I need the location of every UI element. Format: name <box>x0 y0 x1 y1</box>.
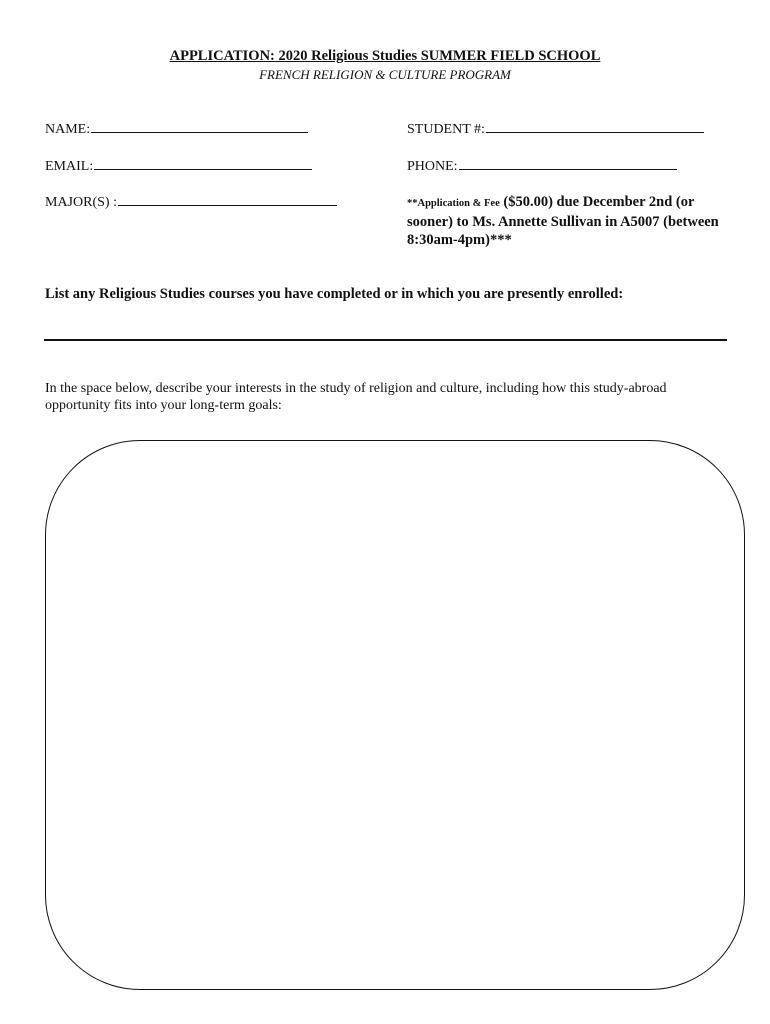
courses-answer-line[interactable] <box>44 339 727 341</box>
email-field[interactable] <box>45 157 312 175</box>
student-number-label: STUDENT #: <box>407 122 485 137</box>
name-input-line[interactable] <box>91 120 308 133</box>
major-input-line[interactable] <box>118 193 337 206</box>
fee-note-prefix: **Application & Fee <box>407 198 500 209</box>
student-number-field[interactable] <box>407 120 704 138</box>
form-subtitle: FRENCH RELIGION & CULTURE PROGRAM <box>259 67 511 82</box>
phone-field[interactable] <box>407 157 677 175</box>
major-label: MAJOR(S) : <box>45 195 117 210</box>
student-number-input-line[interactable] <box>486 120 704 133</box>
phone-input-line[interactable] <box>459 157 677 170</box>
interests-answer-box[interactable] <box>45 440 745 990</box>
form-title: APPLICATION: 2020 Religious Studies SUMMER FIELD SCHOOL <box>169 48 601 64</box>
email-input-line[interactable] <box>94 157 312 170</box>
major-field[interactable] <box>45 193 337 211</box>
fee-deadline-note <box>407 193 727 249</box>
name-field[interactable] <box>45 120 308 138</box>
interests-prompt: In the space below, describe your interests in the study of religion and culture, including how this study-abroad opportunity fits into your long-term goals: <box>45 381 667 413</box>
fee-note-text: ($50.00) due December 2nd (or sooner) to Ms. Annette Sullivan in A5007 (between 8:30am-4pm)*** <box>407 194 719 248</box>
phone-label: PHONE: <box>407 159 458 174</box>
name-label: NAME: <box>45 122 91 137</box>
courses-prompt: List any Religious Studies courses you have completed or in which you are presently enrolled: <box>45 286 624 302</box>
email-label: EMAIL: <box>45 159 94 174</box>
